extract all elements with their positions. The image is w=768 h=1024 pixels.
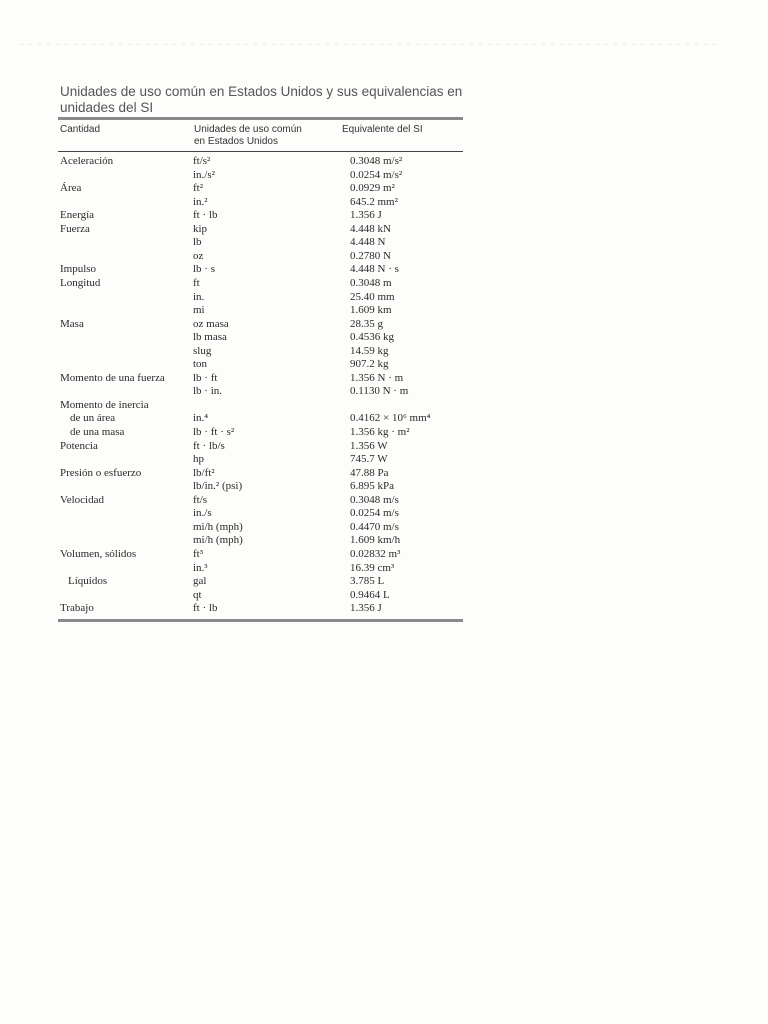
cell-quantity: Potencia — [60, 439, 98, 452]
cell-si-equivalent: 47.88 Pa — [350, 466, 389, 479]
cell-si-equivalent: 1.609 km — [350, 304, 392, 317]
cell-si-equivalent: 1.356 kg · m² — [350, 426, 410, 438]
top-rule — [58, 117, 463, 120]
cell-si-equivalent: 0.0929 m² — [350, 182, 395, 195]
cell-si-equivalent: 4.448 N — [350, 236, 386, 249]
cell-us-unit: ft² — [193, 182, 204, 195]
header-rule — [58, 151, 463, 152]
cell-us-unit: lb/ft² — [193, 466, 215, 479]
cell-si-equivalent: 0.2780 N — [350, 249, 391, 262]
cell-us-unit: ft/s² — [193, 155, 211, 167]
cell-si-equivalent: 745.7 W — [350, 453, 388, 466]
cell-quantity: Energía — [60, 209, 95, 222]
cell-quantity: Masa — [60, 317, 84, 330]
cell-si-equivalent: 16.39 cm³ — [350, 561, 395, 574]
cell-quantity: Fuerza — [60, 222, 90, 235]
cell-us-unit: in.³ — [193, 561, 208, 574]
cell-us-unit: in./s² — [193, 168, 215, 181]
cell-us-unit: in. — [193, 290, 205, 303]
cell-quantity: Momento de una fuerza — [60, 371, 165, 384]
cell-us-unit: ft — [193, 276, 200, 289]
cell-si-equivalent: 0.9464 L — [350, 588, 390, 601]
cell-si-equivalent: 0.4536 kg — [350, 331, 394, 344]
cell-us-unit: slug — [193, 344, 212, 357]
cell-us-unit: ft · lb/s — [193, 439, 225, 452]
cell-quantity: de una masa — [70, 426, 125, 438]
cell-us-unit: qt — [193, 588, 202, 601]
bottom-rule — [58, 619, 463, 622]
cell-us-unit: oz masa — [193, 317, 229, 330]
cell-si-equivalent: 14.59 kg — [350, 344, 389, 357]
cell-us-unit: lb/in.² (psi) — [193, 480, 243, 493]
cell-us-unit: lb · in. — [193, 385, 223, 398]
cell-si-equivalent: 1.609 km/h — [350, 534, 401, 547]
cell-us-unit: ton — [193, 358, 208, 371]
cell-si-equivalent: 1.356 W — [350, 439, 388, 452]
cell-si-equivalent: 25.40 mm — [350, 290, 395, 303]
cell-si-equivalent: 0.02832 m³ — [350, 547, 401, 560]
cell-us-unit: lb · ft · s² — [193, 426, 235, 438]
cell-quantity: Presión o esfuerzo — [60, 466, 142, 479]
cell-si-equivalent: 907.2 kg — [350, 358, 389, 371]
cell-us-unit: ft · lb — [193, 209, 218, 222]
cell-us-unit: ft³ — [193, 547, 204, 560]
cell-us-unit: hp — [193, 453, 204, 466]
cell-us-unit: ft · lb — [193, 602, 218, 615]
cell-si-equivalent: 1.356 J — [350, 209, 382, 222]
cell-quantity: Momento de inercia — [60, 398, 149, 411]
cell-us-unit: mi — [193, 304, 205, 317]
cell-us-unit: lb — [193, 236, 202, 249]
cell-us-unit: in.⁴ — [193, 412, 209, 425]
cell-quantity: Trabajo — [60, 602, 94, 615]
cell-si-equivalent: 0.3048 m/s — [350, 493, 399, 506]
cell-us-unit: kip — [193, 222, 208, 235]
cell-si-equivalent: 0.0254 m/s — [350, 507, 399, 520]
cell-si-equivalent: 0.3048 m/s² — [350, 155, 403, 167]
cell-us-unit: in./s — [193, 507, 212, 520]
cell-us-unit: lb masa — [193, 331, 227, 344]
cell-si-equivalent: 1.356 N · m — [350, 371, 404, 384]
header-us-units-line2: en Estados Unidos — [194, 136, 278, 147]
cell-us-unit: ft/s — [193, 493, 208, 506]
cell-quantity: Volumen, sólidos — [60, 547, 137, 560]
header-si-equivalent: Equivalente del SI — [342, 124, 423, 135]
header-quantity: Cantidad — [60, 124, 101, 135]
cell-si-equivalent: 4.448 N · s — [350, 263, 399, 276]
cell-si-equivalent: 0.1130 N · m — [350, 385, 409, 398]
cell-quantity: Aceleración — [60, 155, 114, 167]
cell-quantity: Velocidad — [60, 493, 104, 506]
cell-si-equivalent: 3.785 L — [350, 575, 385, 588]
header-us-units-line1: Unidades de uso común — [194, 124, 302, 135]
cell-us-unit: lb · ft — [193, 371, 218, 384]
cell-us-unit: mi/h (mph) — [193, 520, 243, 533]
cell-us-unit: gal — [193, 575, 207, 588]
cell-si-equivalent: 645.2 mm² — [350, 195, 398, 208]
cell-si-equivalent: 28.35 g — [350, 317, 383, 330]
cell-us-unit: in.² — [193, 195, 208, 208]
scan-speckle — [20, 44, 720, 45]
cell-si-equivalent: 0.4470 m/s — [350, 520, 399, 533]
table-title: Unidades de uso común en Estados Unidos y sus equivalencias en unidades del SI — [60, 84, 463, 115]
cell-si-equivalent: 0.0254 m/s² — [350, 168, 403, 181]
cell-quantity: de un área — [70, 412, 116, 425]
cell-si-equivalent: 1.356 J — [350, 602, 382, 615]
cell-si-equivalent: 0.3048 m — [350, 276, 392, 289]
cell-us-unit: lb · s — [193, 263, 215, 276]
cell-us-unit: oz — [193, 249, 204, 262]
cell-quantity: Longitud — [60, 276, 101, 289]
cell-si-equivalent: 0.4162 × 10⁶ mm⁴ — [350, 412, 431, 425]
cell-quantity: Líquidos — [68, 575, 108, 588]
cell-si-equivalent: 6.895 kPa — [350, 480, 394, 493]
cell-us-unit: mi/h (mph) — [193, 534, 243, 547]
cell-quantity: Impulso — [60, 263, 97, 276]
cell-quantity: Área — [60, 182, 82, 195]
cell-si-equivalent: 4.448 kN — [350, 222, 391, 235]
